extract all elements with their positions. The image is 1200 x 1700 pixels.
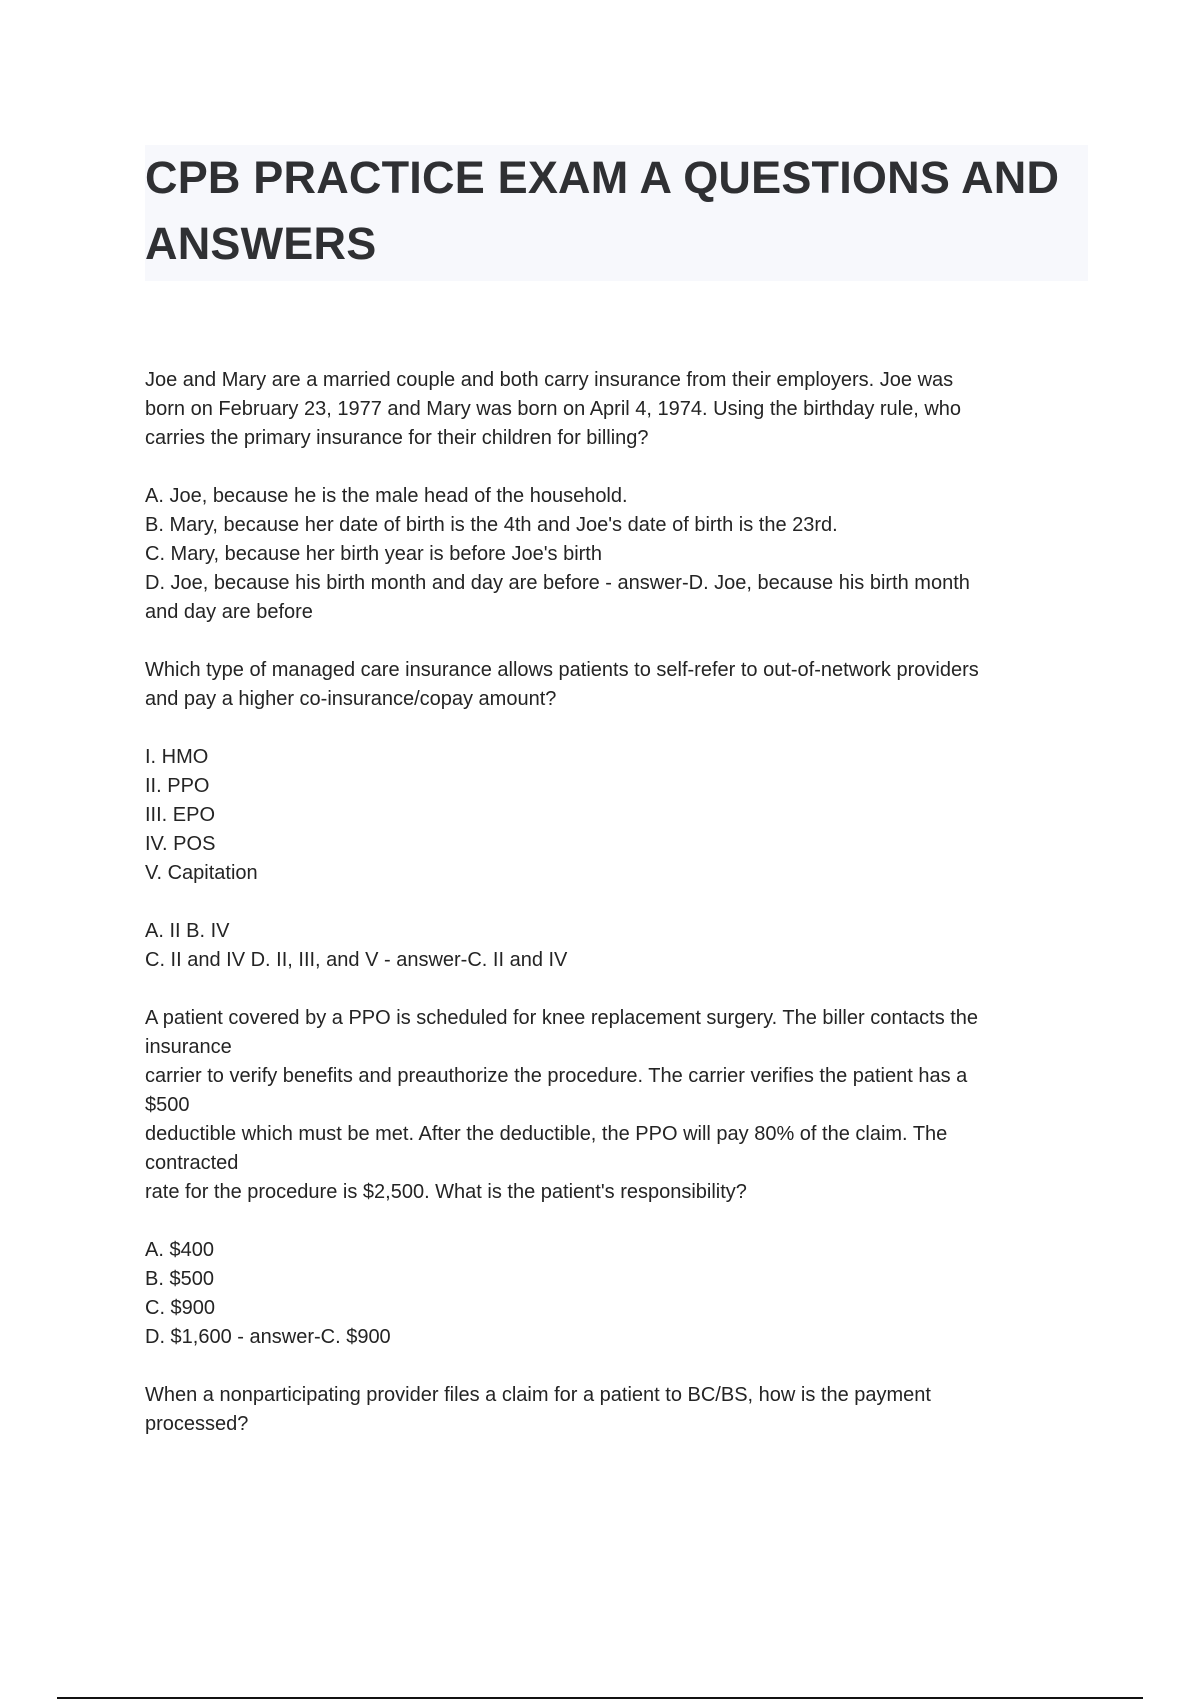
answer-option: D. $1,600 - answer-C. $900: [145, 1326, 391, 1348]
text-line: A patient covered by a PPO is scheduled for knee replacement surgery. The biller contacts the: [145, 1007, 979, 1029]
text-line: Which type of managed care insurance allows patients to self-refer to out-of-network providers: [145, 659, 979, 681]
answer-option: C. II and IV D. II, III, and V - answer-C. II and IV: [145, 949, 568, 971]
text-line: contracted: [145, 1152, 239, 1174]
question-2: [145, 656, 1085, 975]
answer-option: A. Joe, because he is the male head of the household.: [145, 485, 628, 507]
document-title-line: CPB PRACTICE EXAM A QUESTIONS AND: [145, 152, 1060, 203]
question-4-stem: [145, 1381, 1085, 1439]
question-2-items: [145, 743, 1085, 888]
answer-option: C. Mary, because her birth year is before Joe's birth: [145, 543, 602, 565]
answer-option: D. Joe, because his birth month and day are before - answer-D. Joe, because his birth month: [145, 572, 970, 594]
document-title-block: [145, 145, 1088, 281]
question-3: [145, 1004, 1085, 1352]
text-line: $500: [145, 1094, 190, 1116]
question-1-stem: [145, 366, 1085, 453]
question-2-options: [145, 917, 1085, 975]
question-4: [145, 1381, 1085, 1439]
question-2-stem: [145, 656, 1085, 714]
text-line: deductible which must be met. After the deductible, the PPO will pay 80% of the claim. The: [145, 1123, 948, 1145]
list-item: V. Capitation: [145, 862, 258, 884]
text-line: born on February 23, 1977 and Mary was born on April 4, 1974. Using the birthday rule, who: [145, 398, 962, 420]
answer-option: and day are before: [145, 601, 313, 623]
answer-option: A. $400: [145, 1239, 214, 1261]
document-title-line: ANSWERS: [145, 218, 377, 269]
question-1: [145, 366, 1085, 627]
list-item: II. PPO: [145, 775, 210, 797]
question-3-stem: [145, 1004, 1085, 1207]
document-title: [145, 145, 1088, 277]
text-line: Joe and Mary are a married couple and both carry insurance from their employers. Joe was: [145, 369, 954, 391]
text-line: carrier to verify benefits and preauthorize the procedure. The carrier verifies the patient has a: [145, 1065, 968, 1087]
answer-option: B. $500: [145, 1268, 214, 1290]
answer-option: C. $900: [145, 1297, 216, 1319]
text-line: When a nonparticipating provider files a claim for a patient to BC/BS, how is the payment: [145, 1384, 931, 1406]
list-item: IV. POS: [145, 833, 216, 855]
text-line: and pay a higher co-insurance/copay amount?: [145, 688, 557, 710]
answer-option: B. Mary, because her date of birth is the 4th and Joe's date of birth is the 23rd.: [145, 514, 838, 536]
text-line: insurance: [145, 1036, 232, 1058]
question-1-options: [145, 482, 1085, 627]
document-body: [145, 366, 1085, 1439]
text-line: rate for the procedure is $2,500. What is the patient's responsibility?: [145, 1181, 747, 1203]
answer-option: A. II B. IV: [145, 920, 230, 942]
question-3-options: [145, 1236, 1085, 1352]
list-item: III. EPO: [145, 804, 216, 826]
footer-divider: [57, 1697, 1143, 1699]
text-line: carries the primary insurance for their children for billing?: [145, 427, 649, 449]
list-item: I. HMO: [145, 746, 209, 768]
text-line: processed?: [145, 1413, 249, 1435]
